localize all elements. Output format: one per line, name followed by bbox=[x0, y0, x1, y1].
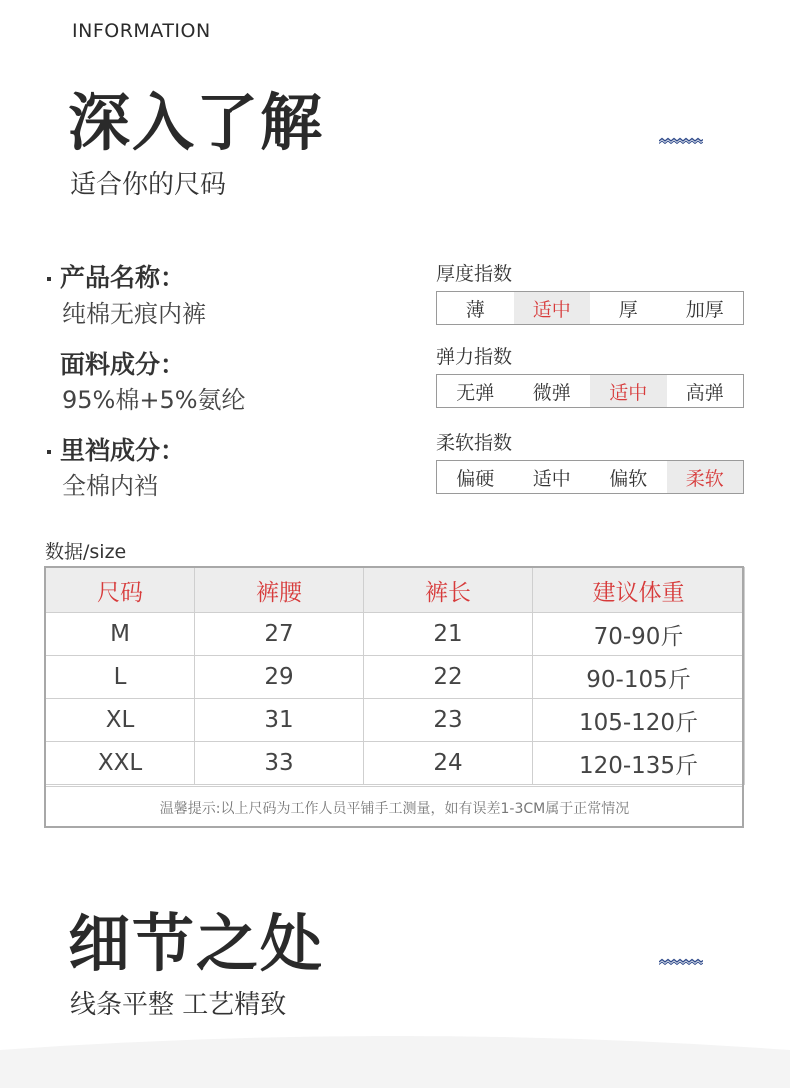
thickness-option: 加厚 bbox=[685, 298, 724, 321]
details-section-title: 细节之处 bbox=[68, 907, 325, 980]
table-cell: 23 bbox=[364, 699, 533, 742]
table-header-cell: 裤长 bbox=[364, 568, 533, 613]
size-table-frame bbox=[44, 566, 744, 828]
table-cell: 31 bbox=[195, 699, 364, 742]
section-subtitle: 适合你的尺码 bbox=[70, 170, 227, 200]
table-cell: 27 bbox=[195, 613, 364, 656]
table-header-cell: 裤腰 bbox=[195, 568, 364, 613]
thickness-option: 薄 bbox=[465, 298, 485, 321]
elasticity-index-scale bbox=[436, 374, 744, 408]
table-cell: 90-105斤 bbox=[533, 656, 745, 699]
table-cell: 120-135斤 bbox=[533, 742, 745, 785]
spec-value-product-name: 纯棉无痕内裤 bbox=[62, 300, 206, 328]
table-cell: 22 bbox=[364, 656, 533, 699]
softness-option-selected: 柔软 bbox=[667, 461, 744, 493]
table-cell: L bbox=[46, 656, 195, 699]
table-cell: 70-90斤 bbox=[533, 613, 745, 656]
thickness-index-scale bbox=[436, 291, 744, 325]
softness-index-scale bbox=[436, 460, 744, 494]
table-cell: 105-120斤 bbox=[533, 699, 745, 742]
thickness-index-title: 厚度指数 bbox=[436, 263, 513, 285]
spec-value-crotch: 全棉内裆 bbox=[62, 472, 158, 500]
elasticity-option: 微弹 bbox=[532, 381, 571, 404]
softness-option: 偏硬 bbox=[456, 467, 495, 490]
softness-option: 偏软 bbox=[609, 467, 648, 490]
table-cell: 29 bbox=[195, 656, 364, 699]
section-title: 深入了解 bbox=[68, 86, 325, 159]
thickness-option-selected: 适中 bbox=[514, 292, 591, 324]
table-cell: 33 bbox=[195, 742, 364, 785]
elasticity-option-selected: 适中 bbox=[590, 375, 667, 407]
spec-label-fabric: 面料成分： bbox=[60, 350, 186, 379]
table-cell: 21 bbox=[364, 613, 533, 656]
spec-label-crotch: 里裆成分： bbox=[60, 436, 186, 465]
table-cell: XL bbox=[46, 699, 195, 742]
table-header-cell: 尺码 bbox=[46, 568, 195, 613]
elasticity-option: 高弹 bbox=[685, 381, 724, 404]
table-cell: M bbox=[46, 613, 195, 656]
measurement-note: 温馨提示:以上尺码为工作人员平铺手工测量，如有误差1-3CM属于正常情况 bbox=[45, 786, 744, 829]
details-section-subtitle: 线条平整 工艺精致 bbox=[70, 990, 287, 1020]
table-cell: 24 bbox=[364, 742, 533, 785]
wave-decoration-icon bbox=[659, 958, 703, 966]
wave-decoration-icon bbox=[659, 137, 703, 145]
table-cell: XXL bbox=[46, 742, 195, 785]
spec-value-fabric: 95%棉+5%氨纶 bbox=[62, 386, 246, 414]
table-header-cell: 建议体重 bbox=[533, 568, 745, 613]
elasticity-option: 无弹 bbox=[456, 381, 495, 404]
bullet-dot-icon bbox=[47, 450, 51, 454]
spec-label-product-name: 产品名称： bbox=[60, 263, 186, 292]
bottom-curve-decoration bbox=[0, 1030, 790, 1088]
softness-option: 适中 bbox=[532, 467, 571, 490]
thickness-option: 厚 bbox=[618, 298, 638, 321]
softness-index-title: 柔软指数 bbox=[436, 432, 513, 454]
elasticity-index-title: 弹力指数 bbox=[436, 346, 513, 368]
bullet-dot-icon bbox=[47, 277, 51, 281]
section-eyebrow: INFORMATION bbox=[72, 20, 211, 42]
size-table-caption: 数据/size bbox=[45, 541, 127, 563]
